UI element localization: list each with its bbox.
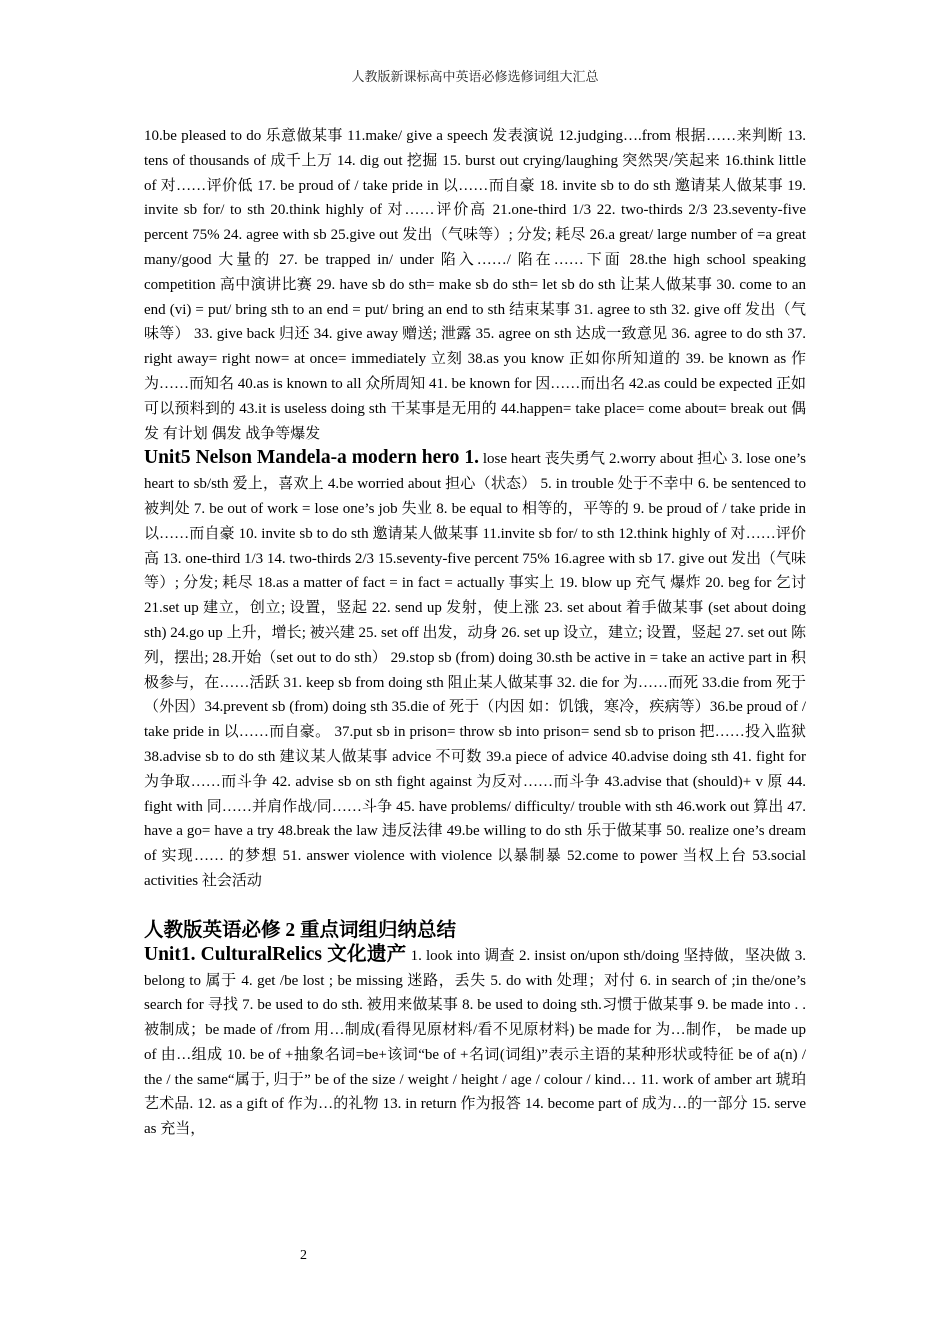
phrase-list-paragraph: 10.be pleased to do 乐意做某事 11.make/ give a speech 发表演说 12.judging….from 根据……来判断 13. tens of thousands of 成千上万 14. dig out 挖掘 15. burst out crying/laughing 突然哭/笑起来 16.think little of 对……评价低 17. be proud of / take pride in 以……而自豪 18. invite sb to do sth 邀请某人做某事 19. invite sb for/ to sth 20.think highly of 对……评价高 21.one-third 1/3 22. two-thirds 2/3 23.seventy-five percent 75% 24. agree with sb 25.give out 发出（气味等）; 分发; 耗尽 26.a great/ large number of =a great many/good 大量的 27. be trapped in/ under 陷入……/ 陷在……下面 28.the high school speaking competition 高中演讲比赛 29. have sb do sth= make sb do sth= let sb do sth 让某人做某事 30. come to an end (vi) = put/ bring sth to an end = put/ bring an end to sth 结束某事 31. agree to sth 32. give off 发出（气味等） 33. give back 归还 34. give away 赠送; 泄露 35. agree on sth 达成一致意见 36. agree to do sth 37. right away= right now= at once= immediately 立刻 38.as you know 正如你所知道的 39. be known as 作为……而知名 40.as is known to all 众所周知 41. be known for 因……而出名 42.as could be expected 正如可以预料到的 43.it is useless doing sth 干某事是无用的 44.happen= take place= come about= break out 偶发 有计划 偶发 战争等爆发 [144, 128, 807, 442]
page-header: 人教版新课标高中英语必修选修词组大汇总 [351, 70, 599, 85]
section-title: 人教版英语必修 2 重点词组归纳总结 [144, 919, 457, 941]
page-number: 2 [300, 1248, 307, 1263]
unit5-paragraph [144, 446, 806, 893]
unit5-heading: Unit5 Nelson Mandela-a modern hero 1. [144, 447, 479, 469]
page-content [144, 124, 806, 1142]
unit1-text: 1. look into 调查 2. insist on/upon sth/doing 坚持做，坚决做 3. belong to 属于 4. get /be lost ; be missing 迷路，丢失 5. do with 处理；对付 6. in search of ;in the/one’s search for 寻找 7. be used to do sth. 被用来做某事 8. be used to doing sth.习惯于做某事 9. be made into . .被制成；be made of /from 用…制成(看得见原材料/看不见原材料) be made for 为…制作， be made up of 由…组成 10. be of +抽象名词=be+该词“be of +名词(词组)”表示主语的某种形状或特征 be of a(n) / the / the same“属于, 归于” be of the size / weight / height / age / colour / kind… 11. work of amber art 琥珀艺术品. 12. as a gift of 作为…的礼物 13. in return 作为报答 14. become part of 成为…的一部分 15. serve as 充当， [144, 947, 806, 1138]
unit1-paragraph [144, 943, 806, 1142]
unit1-heading: Unit1. CulturalRelics 文化遗产 [144, 943, 407, 965]
unit5-text: lose heart 丧失勇气 2.worry about 担心 3. lose one’s heart to sb/sth 爱上，喜欢上 4.be worried about 担心（状态） 5. in trouble 处于不幸中 6. be sentenced to 被判处 7. be out of work = lose one’s job 失业 8. be equal to 相等的，平等的 9. be proud of / take pride in 以……而自豪 10. invite sb to do sth 邀请某人做某事 11.invite sb for/ to sth 12.think highly of 对……评价高 13. one-third 1/3 14. two-thirds 2/3 15.seventy-five percent 75% 16.agree with sb 17. give out 发出（气味等）; 分发; 耗尽 18.as a matter of fact = in fact = actually 事实上 19. blow up 充气 爆炸 20. beg for 乞讨 21.set up 建立，创立; 设置，竖起 22. send up 发射，使上涨 23. set about 着手做某事 (set about doing sth) 24.go up 上升，增长; 被兴建 25. set off 出发，动身 26. set up 设立，建立; 设置，竖起 27. set out 陈列，摆出; 28.开始（set out to do sth） 29.stop sb (from) doing 30.sth be active in = take an active part in 积极参与，在……活跃 31. keep sb from doing sth 阻止某人做某事 32. die for 为……而死 33.die from 死于（外因）34.prevent sb (from) doing sth 35.die of 死于（内因 如：饥饿，寒冷，疾病等）36.be proud of / take pride in 以……而自豪。 37.put sb in prison= throw sb into prison= send sb to prison 把……投入监狱 38.advise sb to do sth 建议某人做某事 advice 不可数 39.a piece of advice 40.advise doing sth 41. fight for 为争取……而斗争 42. advise sb on sth fight against 为反对……而斗争 43.advise that (should)+ v 原 44. fight with 同……并肩作战/同……斗争 45. have problems/ difficulty/ trouble with sth 46.work out 算出 47. have a go= have a try 48.break the law 违反法律 49.be willing to do sth 乐于做某事 50. realize one’s dream of 实现…… 的梦想 51. answer violence with violence 以暴制暴 52.come to power 当权上台 53.social activities 社会活动 [144, 451, 806, 889]
